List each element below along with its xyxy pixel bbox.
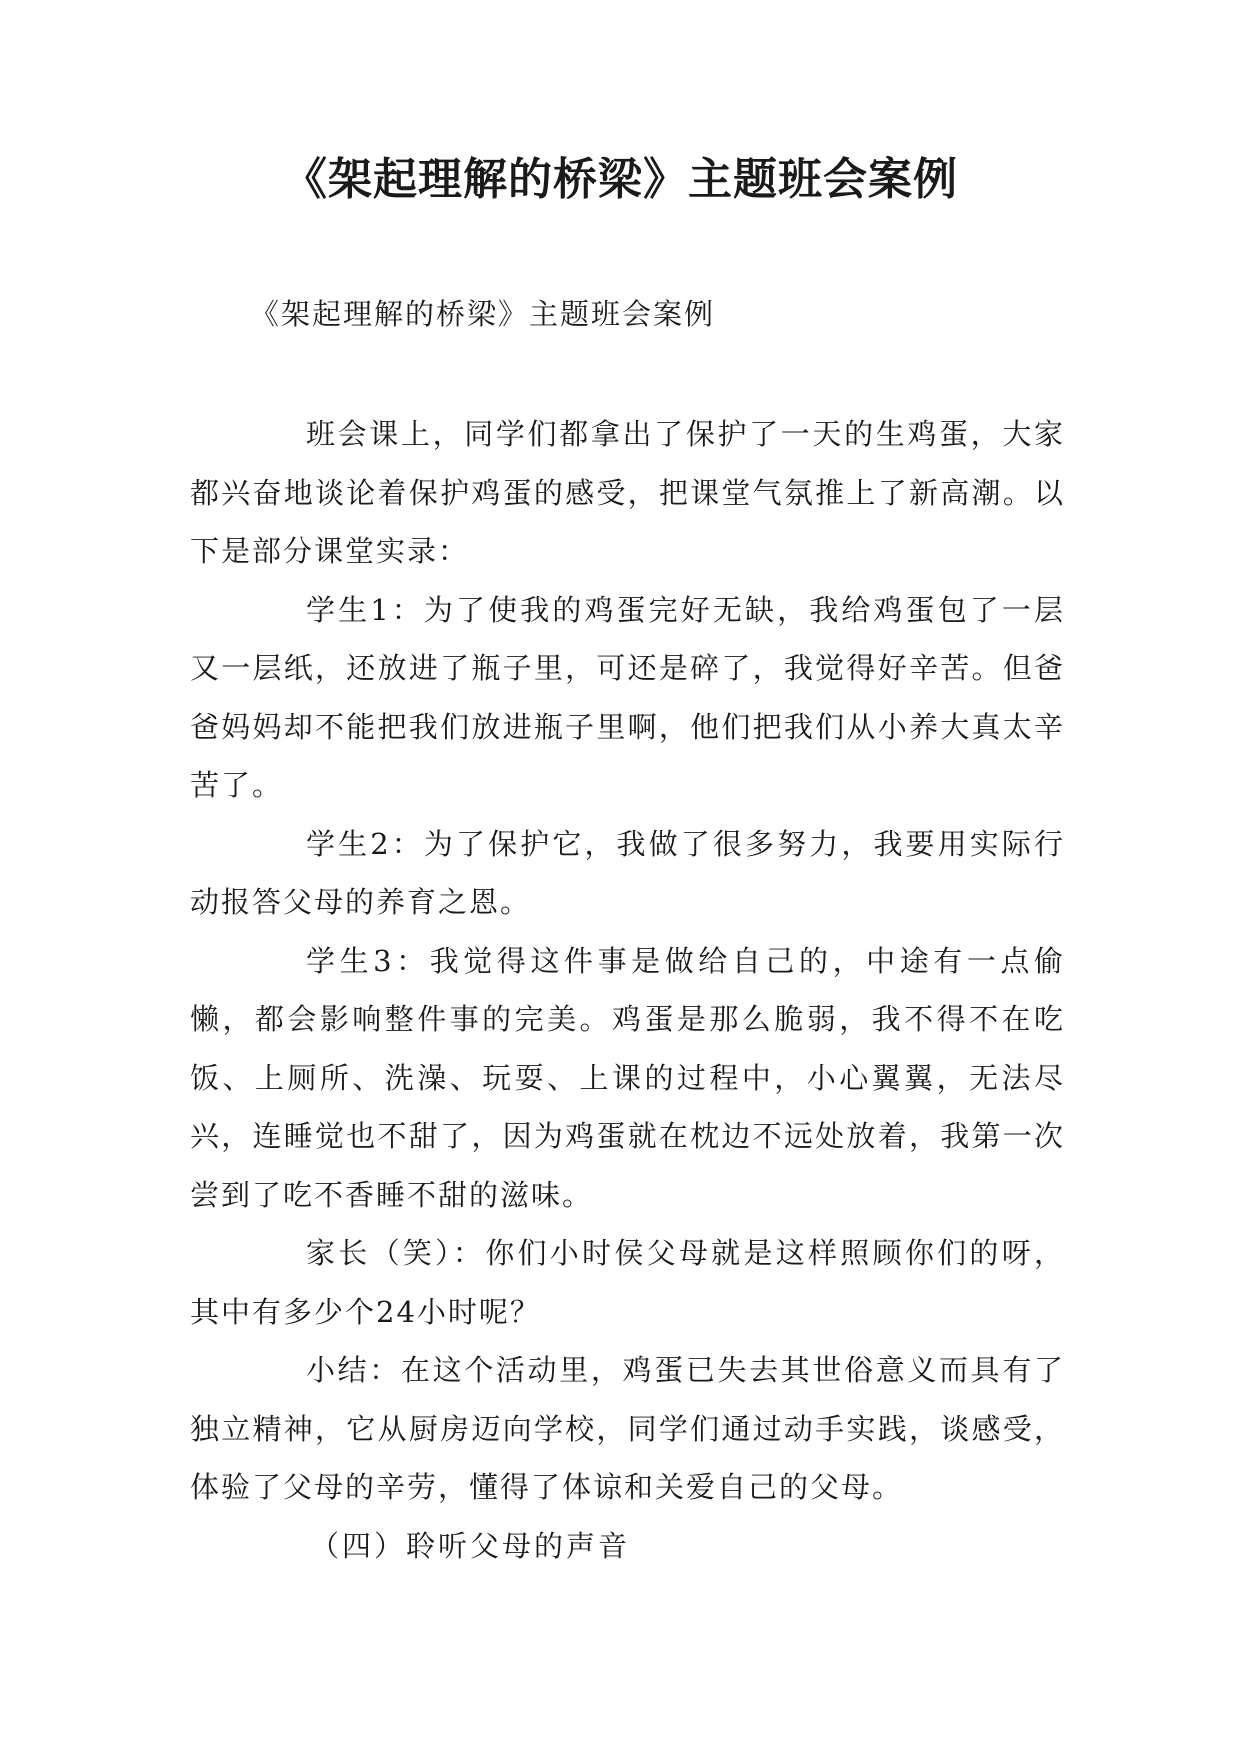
paragraph-parent: 家长（笑）：你们小时侯父母就是这样照顾你们的呀，其中有多少个24小时呢？	[190, 1236, 1065, 1329]
paragraph-summary: 小结：在这个活动里，鸡蛋已失去其世俗意义而具有了独立精神，它从厨房迈向学校，同学们通过动手实践，谈感受，体验了父母的辛劳，懂得了体谅和关爱自己的父母。	[190, 1353, 1065, 1504]
paragraph-student-3: 学生3：我觉得这件事是做给自己的，中途有一点偷懒，都会影响整件事的完美。鸡蛋是那么脆弱，我不得不在吃饭、上厕所、洗澡、玩耍、上课的过程中，小心翼翼，无法尽兴，连睡觉也不甜了，因为鸡蛋就在枕边不远处放着，我第一次尝到了吃不香睡不甜的滋味。	[190, 943, 1065, 1212]
document-subtitle: 《架起理解的桥梁》主题班会案例	[250, 297, 716, 331]
document-title: 《架起理解的桥梁》主题班会案例	[283, 154, 958, 205]
paragraph-student-1: 学生1：为了使我的鸡蛋完好无缺，我给鸡蛋包了一层又一层纸，还放进了瓶子里，可还是碎了，我觉得好辛苦。但爸爸妈妈却不能把我们放进瓶子里啊，他们把我们从小养大真太辛苦了。	[190, 592, 1065, 802]
document-body	[190, 405, 1065, 1575]
paragraph-student-2: 学生2：为了保护它，我做了很多努力，我要用实际行动报答父母的养育之恩。	[190, 826, 1065, 919]
paragraph-intro: 班会课上，同学们都拿出了保护了一天的生鸡蛋，大家都兴奋地谈论着保护鸡蛋的感受，把课堂气氛推上了新高潮。以下是部分课堂实录：	[190, 417, 1065, 568]
section-heading: （四）聆听父母的声音	[310, 1528, 631, 1563]
